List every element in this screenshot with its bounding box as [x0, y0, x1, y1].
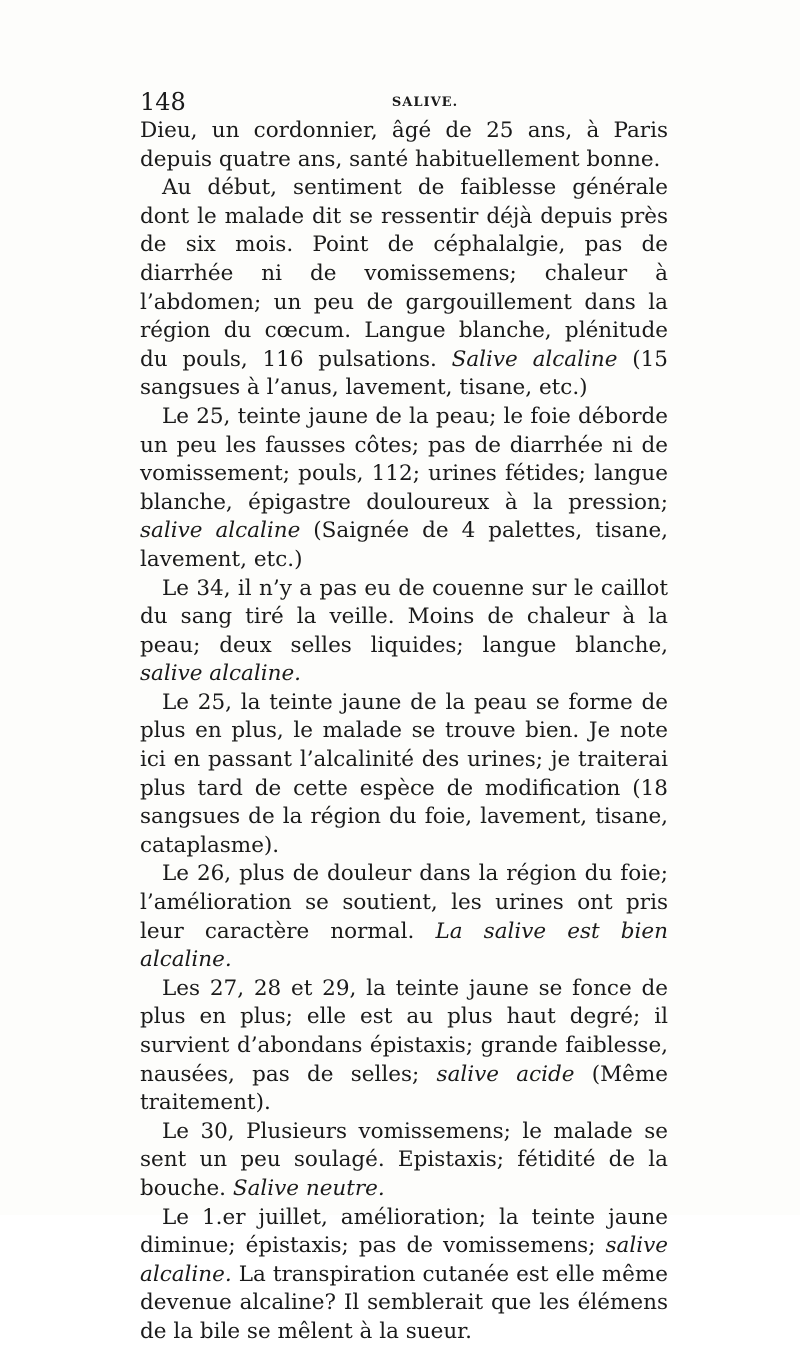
italic-text: Salive neutre. [232, 1175, 385, 1201]
page-number: 148 [140, 88, 186, 116]
paragraph [140, 575, 668, 689]
paragraph [140, 117, 668, 174]
text-run: (Saignée de 4 palettes, tisane, lavement, etc.) [140, 518, 669, 572]
paragraph [140, 1118, 668, 1204]
text-run: Le 1.er juillet, amélioration; la teinte jaune diminue; épistaxis; pas de vomissemens; [140, 1204, 668, 1259]
italic-text: salive alcaline [140, 518, 301, 544]
text-run: Au début, sentiment de faiblesse générale dont le malade dit se ressentir déjà depuis près de six mois. Point de céphalalgie, pas de diarrhée ni de vomissemens; chaleur à l’abdomen; un peu de gargouillement dans la région du cœcum. Langue blanche, plénitude du pouls, 116 pulsations. [140, 175, 668, 372]
italic-text: Salive alcaline [451, 346, 618, 372]
text-run: Le 25, la teinte jaune de la peau se forme de plus en plus, le malade se trouve bien. Je note ici en passant l’alcalinité des urines; je traiterai plus tard de cette espèce de modification (18 sangsues de la région du foie, lavement, tisane, cataplasme). [140, 689, 668, 858]
paragraph [140, 860, 668, 974]
text-run: La transpiration cutanée est elle même devenue alcaline? Il semblerait que les élémens de la bile se mêlent à la sueur. [140, 1261, 668, 1344]
text-run: Le 30, Plusieurs vomissemens; le malade se sent un peu soulagé. Epistaxis; fétidité de la bouche. [140, 1118, 668, 1201]
italic-text: La salive est bien alcaline. [140, 918, 668, 973]
text-run: Dieu, un cordonnier, âgé de 25 ans, à Paris depuis quatre ans, santé habituellement bonne. [140, 118, 668, 172]
paragraph [140, 174, 668, 403]
text-run: Le 26, plus de douleur dans la région du foie; l’amélioration se soutient, les urines ont pris leur caractère normal. [140, 861, 668, 944]
italic-text: salive acide [436, 1061, 575, 1087]
text-run: Les 27, 28 et 29, la teinte jaune se fonce de plus en plus; elle est au plus haut degré; il survient d’abondans épistaxis; grande faiblesse, nausées, pas de selles; [140, 975, 668, 1087]
text-run: (15 sangsues à l’anus, lavement, tisane, etc.) [140, 346, 668, 401]
text-run: Le 34, il n’y a pas eu de couenne sur le caillot du sang tiré la veille. Moins de chaleur à la peau; deux selles liquides; langue blanche, [140, 575, 668, 658]
paragraph [140, 689, 668, 861]
paragraph [140, 1204, 668, 1347]
running-head: SALIVE. [391, 95, 459, 110]
paragraph [140, 975, 668, 1118]
paragraph [140, 403, 668, 575]
text-run: Le 25, teinte jaune de la peau; le foie déborde un peu les fausses côtes; pas de diarrhée ni de vomissement; pouls, 112; urines fétides; langue blanche, épigastre douloureux à la pression; [140, 403, 668, 515]
text-run: (Même traitement). [140, 1061, 669, 1116]
page-header [140, 88, 670, 118]
italic-text: salive alcaline. [140, 661, 302, 687]
body-text [140, 117, 668, 1347]
italic-text: salive alcaline. [140, 1233, 668, 1287]
